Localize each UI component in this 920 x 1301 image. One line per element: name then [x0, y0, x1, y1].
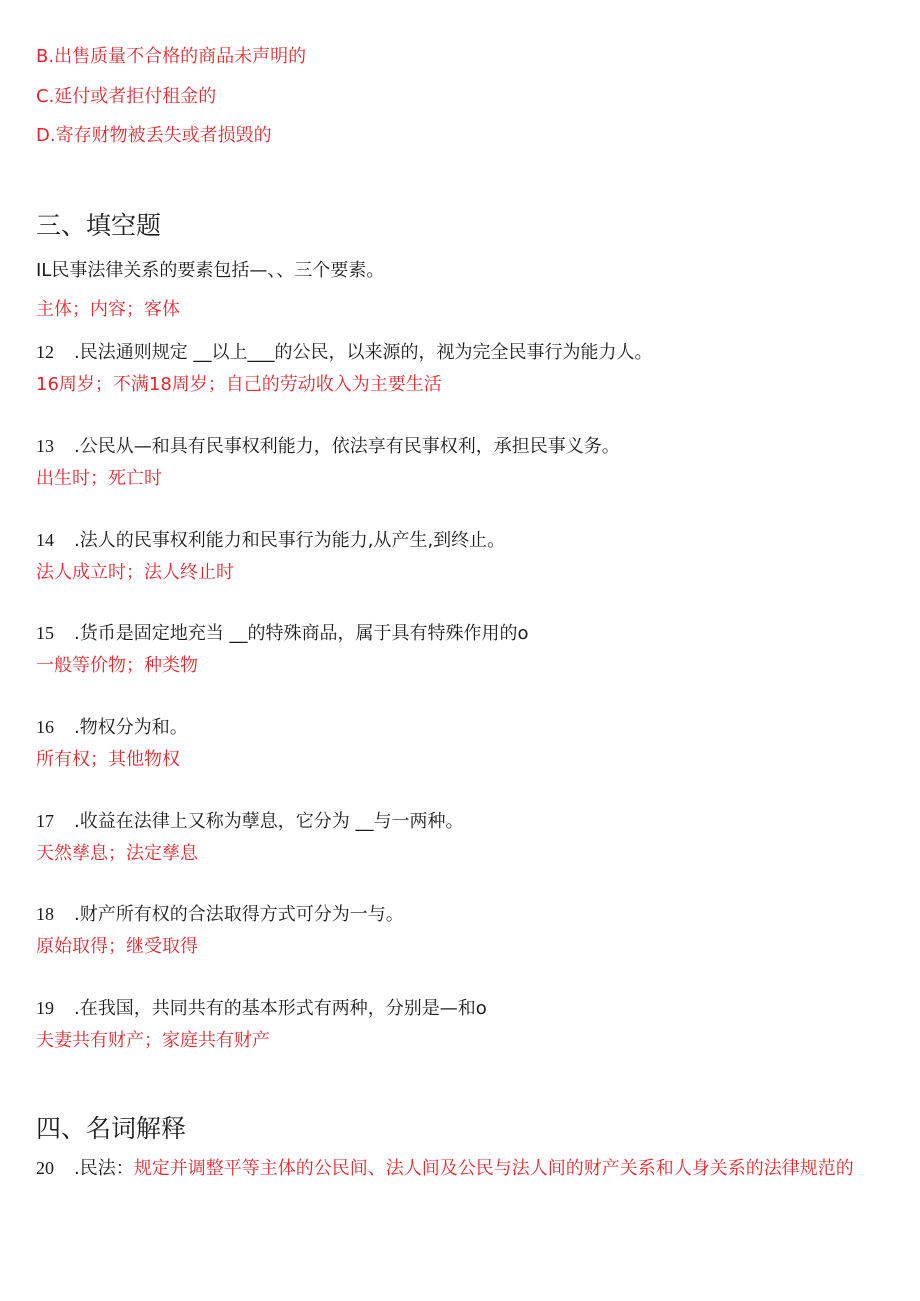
question-text: .物权分为和。: [74, 717, 188, 738]
question-19: [36, 997, 487, 1020]
question-number: 16: [36, 717, 54, 737]
question-number: 17: [36, 811, 54, 831]
question-number: 20: [36, 1158, 54, 1178]
definition-text: 规定并调整平等主体的公民间、法人间及公民与法人间的财产关系和人身关系的法律规范的: [133, 1158, 854, 1179]
answer-16: 所有权；其他物权: [36, 749, 180, 770]
question-14: [36, 529, 505, 552]
question-number: 13: [36, 436, 54, 456]
question-12: [36, 341, 652, 364]
answer-17: 天然孳息；法定孳息: [36, 843, 198, 864]
definition-term: .民法：: [74, 1158, 134, 1179]
question-15: [36, 622, 528, 645]
question-11: IL民事法律关系的要素包括—、、三个要素。: [36, 260, 385, 281]
option-b: B.出售质量不合格的商品未声明的: [36, 46, 307, 67]
question-18: [36, 903, 404, 926]
question-number: 15: [36, 623, 54, 643]
question-text: .公民从—和具有民事权利能力，依法享有民事权利，承担民事义务。: [74, 436, 620, 457]
question-17: [36, 810, 463, 833]
question-text: .货币是固定地充当 __的特殊商品，属于具有特殊作用的o: [74, 623, 529, 644]
answer-13: 出生时；死亡时: [36, 468, 162, 489]
question-number: 19: [36, 998, 54, 1018]
question-text: .收益在法律上又称为孽息，它分为 __与一两种。: [74, 811, 464, 832]
question-text: .法人的民事权利能力和民事行为能力,从产生,到终止。: [74, 530, 506, 551]
answer-18: 原始取得；继受取得: [36, 936, 198, 957]
question-text: .财产所有权的合法取得方式可分为一与。: [74, 904, 404, 925]
question-16: [36, 716, 188, 739]
question-20: [36, 1157, 854, 1180]
question-13: [36, 435, 620, 458]
question-number: 18: [36, 904, 54, 924]
answer-14: 法人成立时；法人终止时: [36, 562, 234, 583]
option-c: C.延付或者拒付租金的: [36, 86, 217, 107]
answer-11: 主体；内容；客体: [36, 299, 180, 320]
answer-15: 一般等价物；种类物: [36, 655, 198, 676]
question-text: .民法通则规定 __以上___的公民，以来源的，视为完全民事行为能力人。: [74, 342, 653, 363]
answer-12: 16周岁；不满18周岁；自己的劳动收入为主要生活: [36, 374, 442, 395]
question-number: 12: [36, 342, 54, 362]
section-title-definitions: 四、名词解释: [36, 1114, 187, 1143]
section-title-fill-in: 三、填空题: [36, 211, 162, 240]
question-text: .在我国，共同共有的基本形式有两种，分别是—和o: [74, 998, 487, 1019]
answer-19: 夫妻共有财产；家庭共有财产: [36, 1030, 270, 1051]
option-d: D.寄存财物被丢失或者损毁的: [36, 125, 272, 146]
question-number: 14: [36, 530, 54, 550]
